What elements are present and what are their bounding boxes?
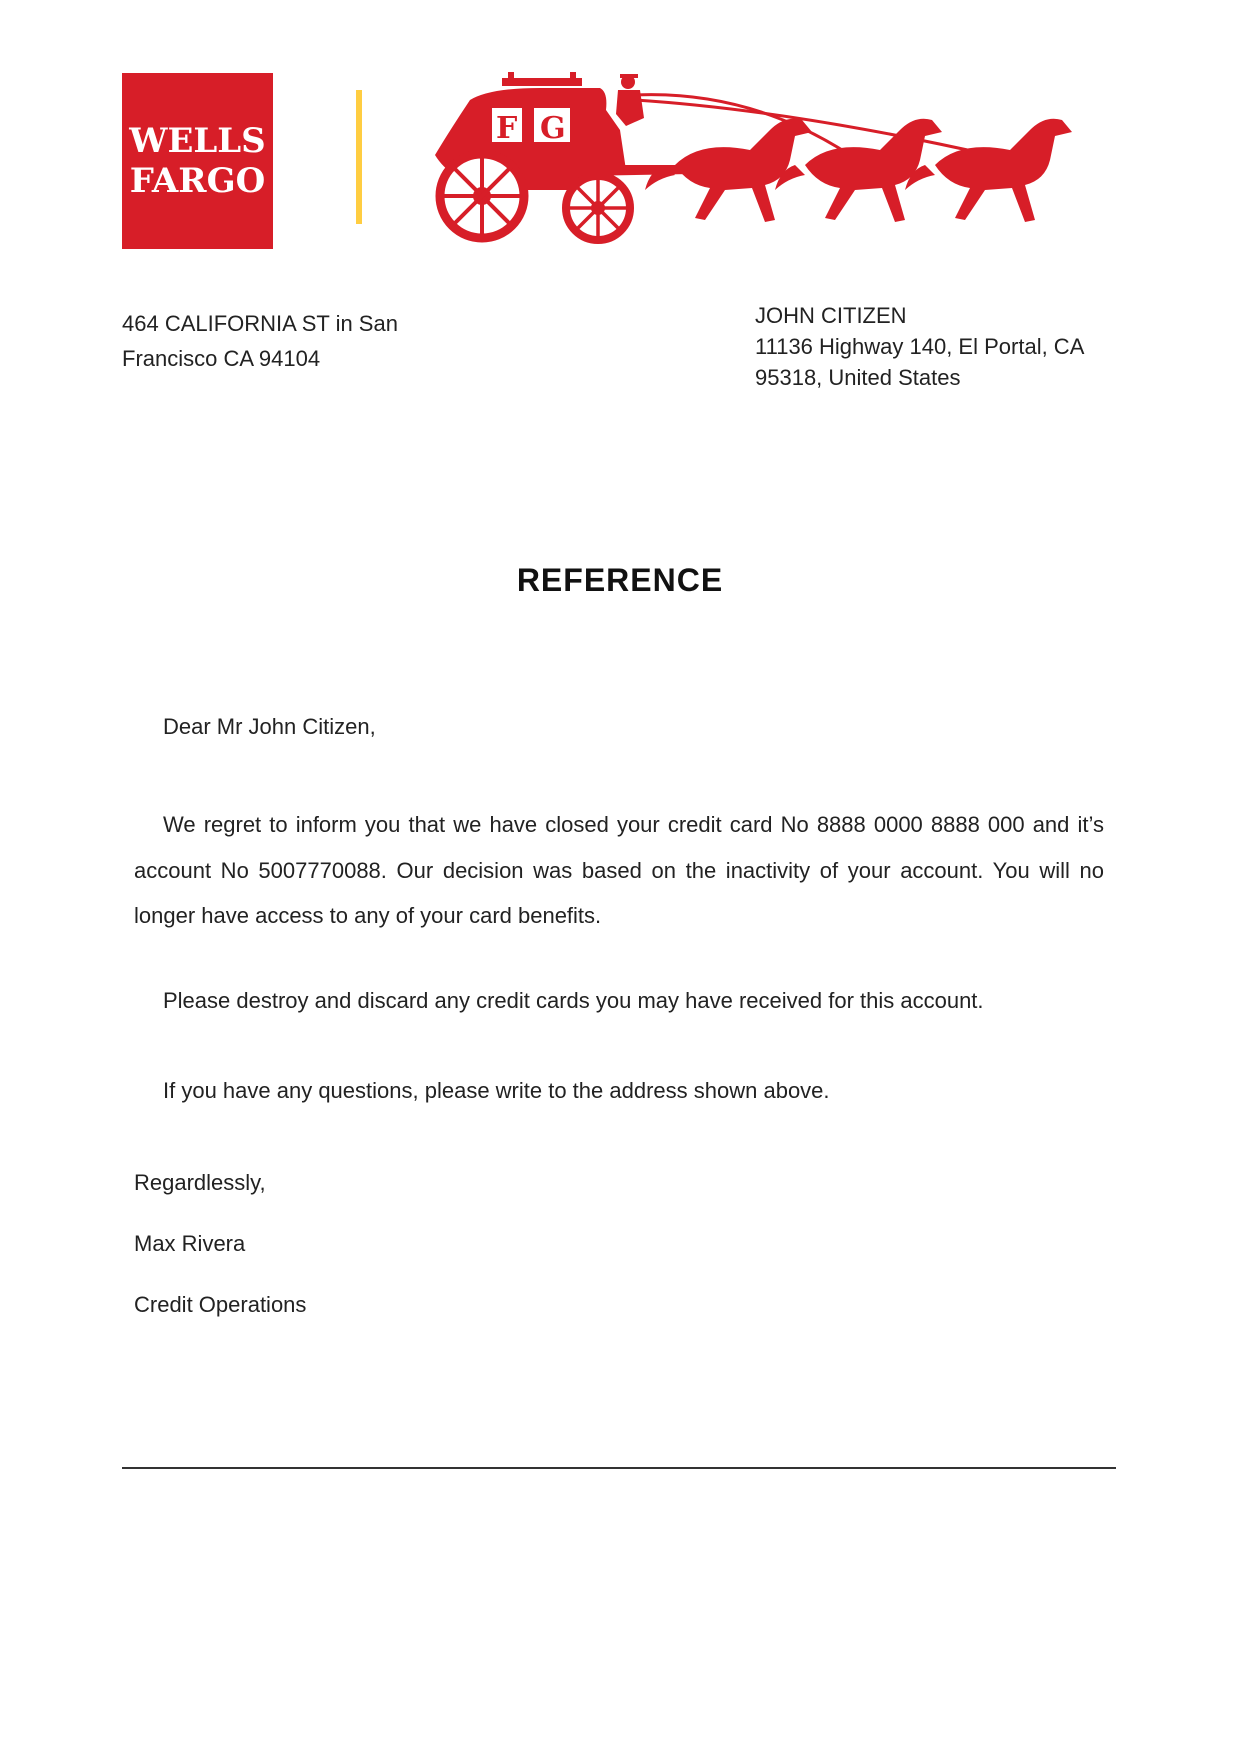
sender-address-line-2: Francisco CA 94104 (122, 346, 321, 371)
closing: Regardlessly, (134, 1170, 266, 1195)
footer-divider (122, 1467, 1116, 1469)
body-paragraph-1: We regret to inform you that we have closed your credit card No 8888 0000 8888 000 and it’s account No 5007770088. Our decision was based on the inactivity of your account. You will no longer have access to any of your card benefits. (134, 812, 1104, 928)
salutation: Dear Mr John Citizen, (163, 714, 376, 739)
stagecoach-icon (430, 70, 1120, 255)
signer-department: Credit Operations (134, 1292, 307, 1317)
sender-address-line-1: 464 CALIFORNIA ST in San (122, 311, 398, 336)
logo-text-line-2: FARGO (129, 161, 266, 201)
recipient-address-line-2: 95318, United States (755, 365, 961, 390)
body-paragraph-2: Please destroy and discard any credit cards you may have received for this account. (163, 988, 984, 1013)
recipient-name: JOHN CITIZEN (755, 303, 907, 328)
recipient-address-line-1: 11136 Highway 140, El Portal, CA (755, 334, 1085, 359)
svg-text:G: G (540, 111, 566, 146)
body-paragraph-3: If you have any questions, please write to the address shown above. (163, 1078, 830, 1103)
svg-text:F: F (496, 111, 518, 146)
gold-divider-bar (356, 90, 362, 224)
recipient-address (755, 300, 1084, 393)
letter-title: REFERENCE (516, 562, 724, 598)
logo-text-line-1: WELLS (129, 121, 266, 161)
sender-address (122, 306, 398, 376)
wells-fargo-logo (122, 73, 273, 249)
signer-name: Max Rivera (134, 1231, 246, 1256)
